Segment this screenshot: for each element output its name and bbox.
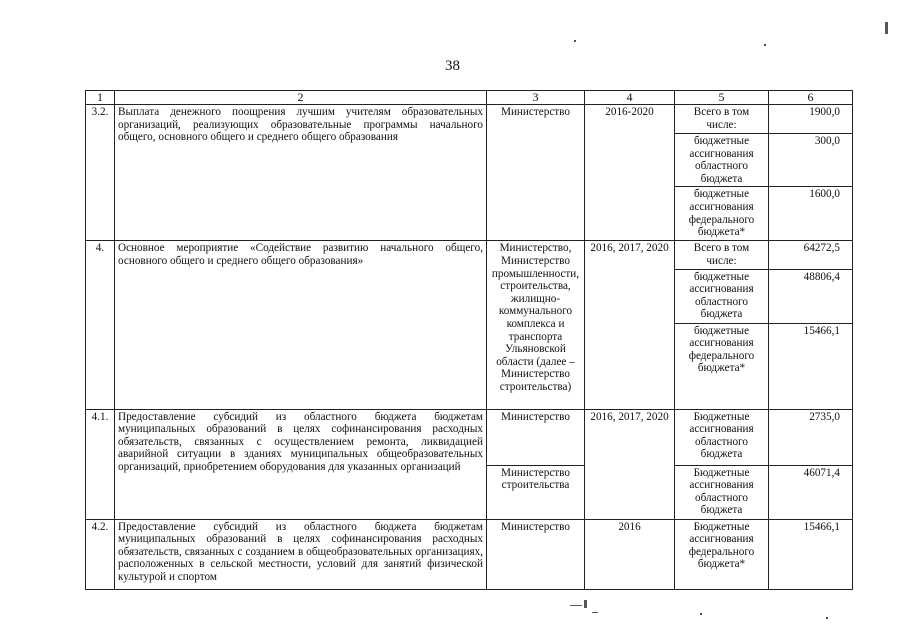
funding-source-cell: Бюджетные ассигнования областного бюджета (675, 465, 769, 519)
scan-speck (570, 605, 582, 606)
row-number: 3.2. (86, 105, 115, 241)
funding-source-cell: Всего в том числе: (675, 105, 769, 134)
amount-cell: 15466,1 (769, 519, 853, 589)
activity-cell: Предоставление субсидий из областного бюджета бюджетам муниципальных образований в целях софинансирования расходных обязательств, связанных с осуществлением ремонта, ликвидацией аварийной ситуации в зданиях муниципальных общеобразовательных организаций, приобретением оборудования для указанных организаций (115, 409, 487, 519)
funding-source-cell: Всего в том числе: (675, 241, 769, 269)
scan-speck (574, 40, 576, 42)
executor-cell: Министерство (487, 105, 585, 241)
row-number: 4.2. (86, 519, 115, 589)
table-row (86, 519, 853, 589)
scan-speck (584, 600, 587, 608)
scan-speck (764, 44, 766, 46)
funding-source-cell: Бюджетные ассигнования федерального бюджета* (675, 519, 769, 589)
activity-cell: Предоставление субсидий из областного бюджета бюджетам муниципальных образований в целях софинансирования расходных обязательств, связанных с созданием в общеобразовательных организациях, расположенных в сельской местности, условий для занятий физической культурой и спортом (115, 519, 487, 589)
amount-cell: 48806,4 (769, 269, 853, 323)
funding-source-cell: бюджетные ассигнования федерального бюджета* (675, 187, 769, 241)
header-cell: 1 (86, 91, 115, 105)
years-cell: 2016-2020 (585, 105, 675, 241)
header-cell: 2 (115, 91, 487, 105)
table-row (86, 409, 853, 465)
years-cell: 2016, 2017, 2020 (585, 241, 675, 409)
amount-cell: 15466,1 (769, 323, 853, 409)
funding-source-cell: бюджетные ассигнования федерального бюджета* (675, 323, 769, 409)
scan-speck (592, 612, 598, 613)
activity-cell: Выплата денежного поощрения лучшим учителям образовательных организаций, реализующих образовательные программы начального общего, основного общего и среднего общего образования (115, 105, 487, 241)
row-number: 4. (86, 241, 115, 409)
amount-cell: 1900,0 (769, 105, 853, 134)
program-activities-table (85, 90, 853, 590)
funding-source-cell: бюджетные ассигнования областного бюджета (675, 134, 769, 187)
executor-cell: Министерство (487, 519, 585, 589)
row-number: 4.1. (86, 409, 115, 519)
header-cell: 4 (585, 91, 675, 105)
amount-cell: 64272,5 (769, 241, 853, 269)
page-number: 38 (445, 58, 460, 74)
header-cell: 3 (487, 91, 585, 105)
scan-speck (885, 22, 888, 34)
activity-cell: Основное мероприятие «Содействие развитию начального общего, основного общего и среднего общего образования» (115, 241, 487, 409)
amount-cell: 1600,0 (769, 187, 853, 241)
amount-cell: 300,0 (769, 134, 853, 187)
executor-cell: Министерство (487, 409, 585, 465)
table-row (86, 241, 853, 269)
table-row (86, 105, 853, 134)
years-cell: 2016, 2017, 2020 (585, 409, 675, 519)
executor-cell: Министерство строительства (487, 465, 585, 519)
scan-speck (826, 617, 828, 619)
header-cell: 6 (769, 91, 853, 105)
amount-cell: 46071,4 (769, 465, 853, 519)
scan-speck (700, 613, 702, 615)
executor-cell: Министерство, Министерство промышленности, строительства, жилищно-коммунального комплекса и транспорта Ульяновской области (далее – Министерство строительства) (487, 241, 585, 409)
header-row (86, 91, 853, 105)
funding-source-cell: Бюджетные ассигнования областного бюджета (675, 409, 769, 465)
amount-cell: 2735,0 (769, 409, 853, 465)
header-cell: 5 (675, 91, 769, 105)
years-cell: 2016 (585, 519, 675, 589)
funding-source-cell: бюджетные ассигнования областного бюджета (675, 269, 769, 323)
